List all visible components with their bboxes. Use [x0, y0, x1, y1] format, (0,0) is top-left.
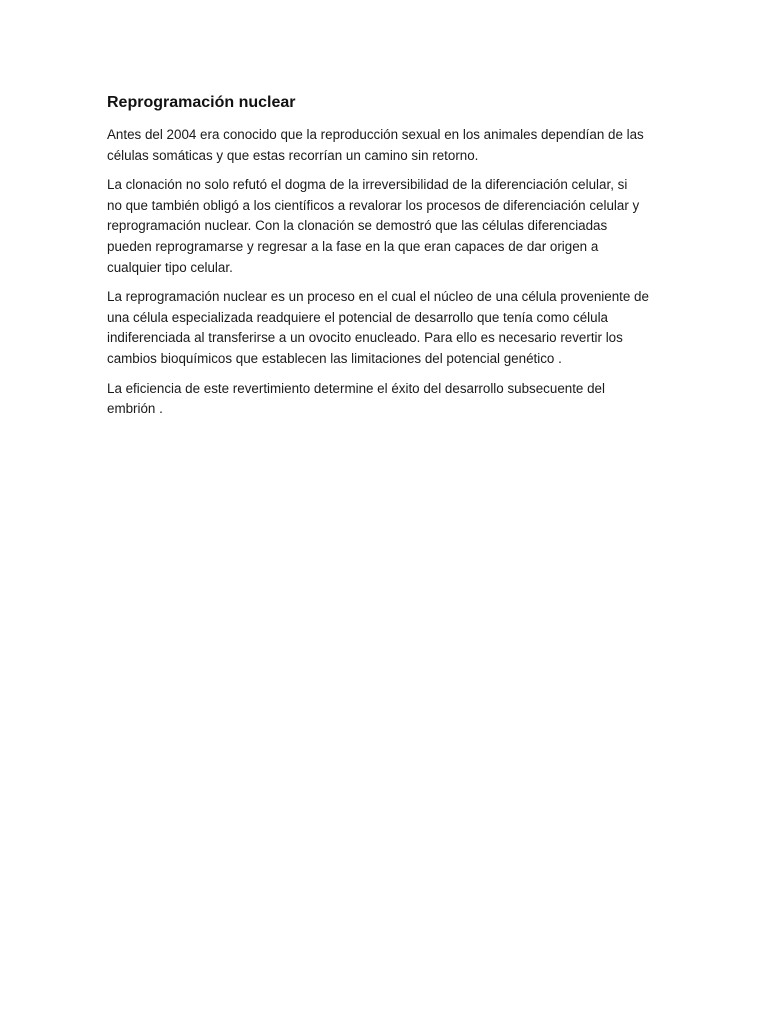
text-line: una célula especializada readquiere el potencial de desarrollo que tenía como célula	[107, 309, 608, 325]
paragraph-3	[107, 287, 667, 369]
text-line: Antes del 2004 era conocido que la reproducción sexual en los animales dependían de las	[107, 127, 644, 142]
text-line: La eficiencia de este revertimiento determine el éxito del desarrollo subsecuente del	[107, 380, 605, 396]
document-body	[107, 92, 667, 429]
text-line: La reprogramación nuclear es un proceso en el cual el núcleo de una célula proveniente de	[107, 289, 649, 305]
text-line: no que también obligó a los científicos a revalorar los procesos de diferenciación celular y	[107, 197, 640, 213]
paragraph-1	[107, 125, 667, 166]
paragraph-2	[107, 175, 667, 278]
text-line: pueden reprogramarse y regresar a la fase en la que eran capaces de dar origen a	[107, 238, 599, 254]
paragraph-4	[107, 379, 667, 420]
text-line: indiferenciada al transferirse a un ovocito enucleado. Para ello es necesario revertir los	[107, 330, 623, 346]
document-title: Reprogramación nuclear	[107, 94, 296, 111]
text-line: células somáticas y que estas recorrían un camino sin retorno.	[107, 147, 479, 163]
text-line: cambios bioquímicos que establecen las limitaciones del potencial genético .	[107, 350, 562, 366]
text-line: La clonación no solo refutó el dogma de la irreversibilidad de la diferenciación celular, si	[107, 177, 628, 193]
text-line: reprogramación nuclear. Con la clonación se demostró que las células diferenciadas	[107, 218, 608, 234]
text-line: embrión .	[107, 401, 163, 417]
text-line: cualquier tipo celular.	[107, 259, 233, 275]
